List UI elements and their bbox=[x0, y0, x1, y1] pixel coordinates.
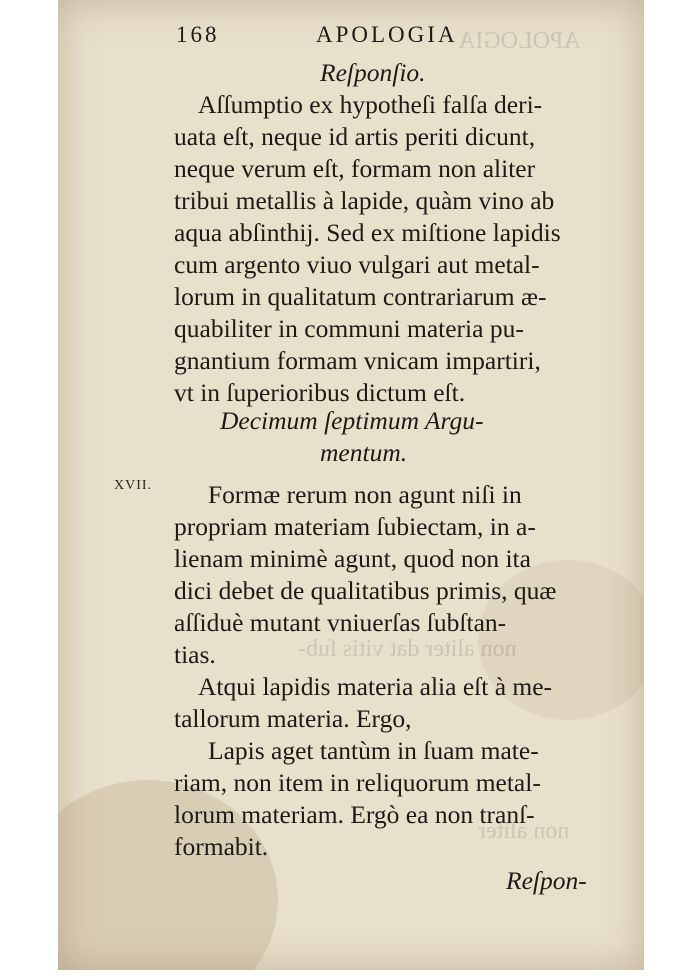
running-title: APOLOGIA bbox=[316, 22, 458, 47]
text-line: quabiliter in communi materia pu- bbox=[174, 314, 524, 343]
text-line: Atqui lapidis materia alia eſt à me- bbox=[198, 672, 553, 701]
catchword: Reſpon- bbox=[506, 866, 587, 895]
page-number: 168 bbox=[176, 22, 220, 47]
text-line: tallorum materia. Ergo, bbox=[174, 704, 412, 733]
text-line: Aſſumptio ex hypotheſi falſa deri- bbox=[198, 90, 543, 119]
text-line: lorum materiam. Ergò ea non tranſ- bbox=[174, 800, 535, 829]
text-line: dici debet de qualitatibus primis, quæ bbox=[174, 576, 557, 605]
text-line: aſſiduè mutant vniuerſas ſubſtan- bbox=[174, 608, 507, 637]
text-line: lienam minimè agunt, quod non ita bbox=[174, 544, 531, 573]
bleed-through-text: non aliter bbox=[478, 818, 570, 844]
bleed-through-text: APOLOGIA bbox=[458, 28, 581, 54]
text-line: tias. bbox=[174, 640, 216, 669]
text-line: uata eſt, neque id artis periti dicunt, bbox=[174, 122, 536, 151]
text-line: riam, non item in reliquorum metal- bbox=[174, 768, 541, 797]
text-line: tribui metallis à lapide, quàm vino ab bbox=[174, 186, 555, 215]
text-line: gnantium formam vnicam impartiri, bbox=[174, 346, 541, 375]
text-line: formabit. bbox=[174, 832, 269, 861]
text-line: vt in ſuperioribus dictum eſt. bbox=[174, 378, 466, 407]
text-line: propriam materiam ſubiectam, in a- bbox=[174, 512, 536, 541]
section-heading: Reſponſio. bbox=[320, 58, 426, 87]
section-heading: Decimum ſeptimum Argu- bbox=[220, 406, 484, 435]
section-heading: mentum. bbox=[320, 438, 408, 467]
text-line: Formæ rerum non agunt niſi in bbox=[208, 480, 522, 509]
text-line: neque verum eſt, formam non aliter bbox=[174, 154, 536, 183]
bleed-through-text: non aliter dat vitis ſub- bbox=[298, 636, 517, 662]
text-line: Lapis aget tantùm in ſuam mate- bbox=[208, 736, 539, 765]
text-line: aqua abſinthij. Sed ex miſtione lapidis bbox=[174, 218, 561, 247]
text-line: lorum in qualitatum contrariarum æ- bbox=[174, 282, 547, 311]
text-line: cum argento viuo vulgari aut metal- bbox=[174, 250, 540, 279]
book-page bbox=[58, 0, 644, 970]
margin-note: XVII. bbox=[114, 478, 153, 493]
